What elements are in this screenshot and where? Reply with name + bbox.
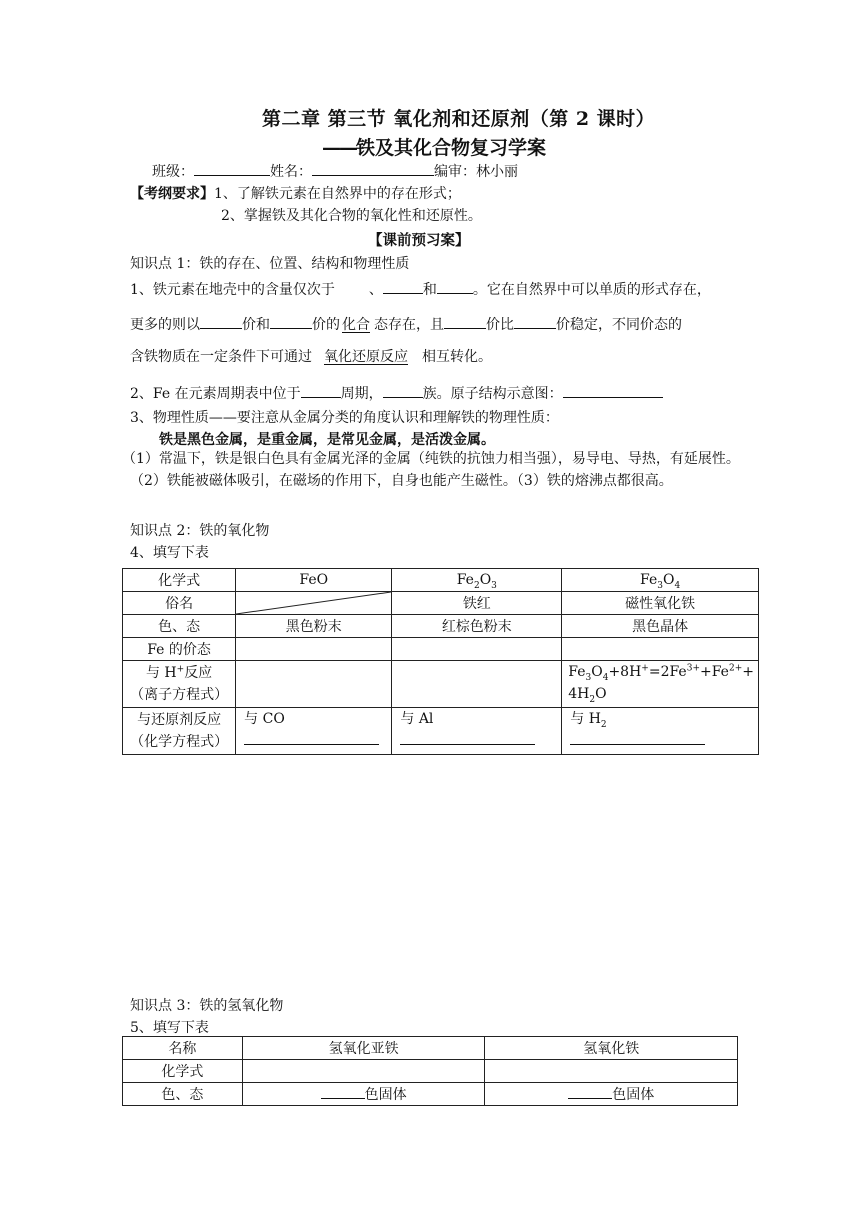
row-header-formula: 化学式 (123, 569, 236, 592)
h-acid-2: （离子方程式） (130, 687, 229, 703)
kp3-q5: 5、填写下表 (130, 1020, 209, 1036)
section-title: 【课前预习案】 (368, 232, 470, 249)
reduce-label: 与 CO (244, 711, 285, 727)
kp2-q4: 4、填写下表 (130, 545, 209, 561)
cell-feoh3-color[interactable] (485, 1083, 738, 1106)
table-row (123, 1083, 738, 1106)
name-label: 姓名： (270, 164, 312, 180)
q2-blank-diagram (563, 383, 663, 398)
kp3-title: 知识点 3：铁的氢氧化物 (130, 998, 284, 1014)
name-blank (312, 161, 434, 176)
q2-blank-period (301, 383, 341, 398)
kp1-q2 (130, 383, 663, 403)
cell-feo-common-name-diagonal (236, 592, 392, 615)
q2-text-c: 族。原子结构示意图： (422, 386, 563, 402)
row-header-valence: Fe 的价态 (123, 638, 236, 661)
q1-text-b: 、 (368, 282, 383, 298)
eq-part: + (742, 664, 754, 680)
q1-l2-e: 态存在，且 (374, 317, 444, 333)
subtitle-text: 铁及其化合物复习学案 (356, 137, 547, 159)
eq-sub: 2 (589, 694, 596, 705)
q1-l3-c: 相互转化。 (422, 349, 492, 365)
eq-part: =2Fe (648, 664, 687, 680)
kp1-q1-line3 (130, 346, 492, 366)
f-fe: Fe (640, 572, 658, 588)
eq-sup: 3+ (686, 663, 700, 674)
row-header-reducing-reaction (123, 708, 236, 755)
reduce-blank (570, 734, 705, 745)
q1-l2-answer-compound: 化合 (342, 317, 370, 333)
info-line (152, 161, 518, 181)
eq-part: O (595, 686, 607, 702)
q1-blank-6 (514, 314, 556, 329)
cell-fe3o4-acid (562, 661, 759, 708)
title-dash: —— (322, 137, 356, 159)
cell-fe3o4-valence[interactable] (562, 638, 759, 661)
eq-sub: 4 (602, 672, 609, 683)
q1-l3-answer-redox: 氧化还原反应 (324, 349, 408, 365)
row-header-name: 名称 (123, 1037, 243, 1060)
row-header-formula: 化学式 (123, 1060, 243, 1083)
cell-fe2o3-color: 红棕色粉末 (392, 615, 562, 638)
kp1-q3-detail: （1）常温下，铁是银白色具有金属光泽的金属（纯铁的抗蚀力相当强），易导电、导热，有延展性。（2）铁能被磁体吸引，在磁场的作用下，自身也能产生磁性。（3）铁的熔沸点都很高。 (122, 451, 740, 489)
eq-part: 4H (568, 686, 590, 702)
f-fe: Fe (456, 572, 474, 588)
cell-feo-formula: FeO (236, 569, 392, 592)
cell-feo-color: 黑色粉末 (236, 615, 392, 638)
cell-fe3o4-reduce[interactable] (562, 708, 759, 755)
page-title: 第二章 第三节 氧化剂和还原剂（第 2 课时） (262, 108, 656, 130)
f-sub: 3 (657, 580, 663, 591)
cell-feoh2-formula[interactable] (242, 1060, 485, 1083)
class-label: 班级： (152, 164, 194, 180)
table-row (123, 592, 759, 615)
kp1-q3: 3、物理性质——要注意从金属分类的角度认识和理解铁的物理性质： (130, 410, 559, 426)
q1-text-d: 。它在自然界中可以单质的形式存在， (472, 282, 711, 298)
cell-fe2o3-acid[interactable] (392, 661, 562, 708)
solid-suffix: 色固体 (612, 1087, 655, 1103)
cell-fe3o4-formula (562, 569, 759, 592)
q1-l2-g: 价稳定，不同价态的 (556, 317, 682, 333)
requirement-item-1: 1、了解铁元素在自然界中的存在形式； (214, 186, 461, 202)
q2-text-a: 2、Fe 在元素周期表中位于 (130, 386, 301, 402)
f-o: O (663, 572, 675, 588)
reduce-blank (244, 734, 379, 745)
q1-blank-1 (383, 279, 423, 294)
row-header-common-name: 俗名 (123, 592, 236, 615)
f-sub: 2 (473, 580, 480, 591)
solid-suffix: 色固体 (364, 1087, 407, 1103)
requirements-line-1 (130, 183, 461, 203)
kp2-title: 知识点 2：铁的氧化物 (130, 523, 270, 539)
diagonal-line (236, 592, 391, 614)
q1-blank-3 (200, 314, 242, 329)
h-acid-sup: + (176, 664, 185, 675)
reduce-sub: 2 (600, 719, 607, 730)
q1-blank-2 (437, 279, 473, 294)
cell-feoh3-name: 氢氧化铁 (485, 1037, 738, 1060)
cell-feoh3-formula[interactable] (485, 1060, 738, 1083)
cell-feo-valence[interactable] (236, 638, 392, 661)
eq-sup: 2+ (728, 663, 743, 674)
eq-part: +8H (608, 664, 642, 680)
requirements-label: 【考纲要求】 (130, 186, 214, 202)
h-reduce-2: （化学方程式） (130, 734, 229, 750)
eq-sub: 3 (585, 672, 592, 683)
f-sub: 3 (491, 580, 497, 591)
eq-part: Fe (568, 664, 586, 680)
row-header-color: 色、态 (123, 1083, 243, 1106)
q1-l2-b: 价和 (242, 317, 270, 333)
table-row (123, 1060, 738, 1083)
row-header-color: 色、态 (123, 615, 236, 638)
color-blank (568, 1084, 612, 1099)
table-row (123, 1037, 738, 1060)
eq-sup: + (641, 663, 649, 674)
reduce-label: 与 H (570, 711, 601, 727)
q1-l2-a: 更多的则以 (130, 317, 200, 333)
cell-feoh2-color[interactable] (242, 1083, 485, 1106)
kp1-q1-line1 (130, 279, 711, 299)
hydroxide-table (122, 1036, 738, 1106)
cell-fe3o4-color: 黑色晶体 (562, 615, 759, 638)
q2-text-b: 周期， (340, 386, 383, 402)
table-row (123, 615, 759, 638)
kp1-title: 知识点 1：铁的存在、位置、结构和物理性质 (130, 256, 410, 272)
kp1-q1-line2 (130, 314, 682, 334)
editor-label: 编审：林小丽 (434, 164, 518, 180)
h-acid-b: 反应 (184, 665, 213, 681)
cell-feo-reduce[interactable] (236, 708, 392, 755)
f-sub: 4 (674, 580, 681, 591)
q1-l2-f: 价比 (486, 317, 514, 333)
h-acid-a: 与 H (145, 665, 177, 681)
table-row (123, 708, 759, 755)
q1-l3-a: 含铁物质在一定条件下可通过 (130, 349, 312, 365)
f-o: O (479, 572, 492, 588)
cell-fe2o3-reduce[interactable] (392, 708, 562, 755)
cell-fe3o4-common-name: 磁性氧化铁 (562, 592, 759, 615)
color-blank (321, 1084, 365, 1099)
cell-fe2o3-valence[interactable] (392, 638, 562, 661)
cell-fe2o3-formula (392, 569, 562, 592)
q1-text-c: 和 (422, 282, 437, 298)
h-reduce-1: 与还原剂反应 (137, 712, 222, 728)
q1-text-a: 1、铁元素在地壳中的含量仅次于 (130, 282, 335, 298)
table-row (123, 661, 759, 708)
kp1-q3-bold: 铁是黑色金属，是重金属，是常见金属，是活泼金属。 (159, 432, 495, 448)
q2-blank-group (383, 383, 423, 398)
row-header-acid-reaction (123, 661, 236, 708)
eq-part: +Fe (700, 664, 729, 680)
class-blank (194, 161, 270, 176)
table-row (123, 569, 759, 592)
q1-blank-5 (444, 314, 486, 329)
page-subtitle (322, 133, 546, 160)
cell-fe2o3-common-name: 铁红 (392, 592, 562, 615)
table-row (123, 638, 759, 661)
reduce-label: 与 Al (400, 711, 434, 727)
reduce-blank (400, 734, 535, 745)
cell-feoh2-name: 氢氧化亚铁 (242, 1037, 485, 1060)
q1-l2-c: 价的 (312, 317, 340, 333)
eq-part: O (591, 664, 603, 680)
oxide-table (122, 568, 759, 755)
cell-feo-acid[interactable] (236, 661, 392, 708)
q1-blank-4 (270, 314, 312, 329)
requirement-item-2: 2、掌握铁及其化合物的氧化性和还原性。 (221, 208, 482, 224)
